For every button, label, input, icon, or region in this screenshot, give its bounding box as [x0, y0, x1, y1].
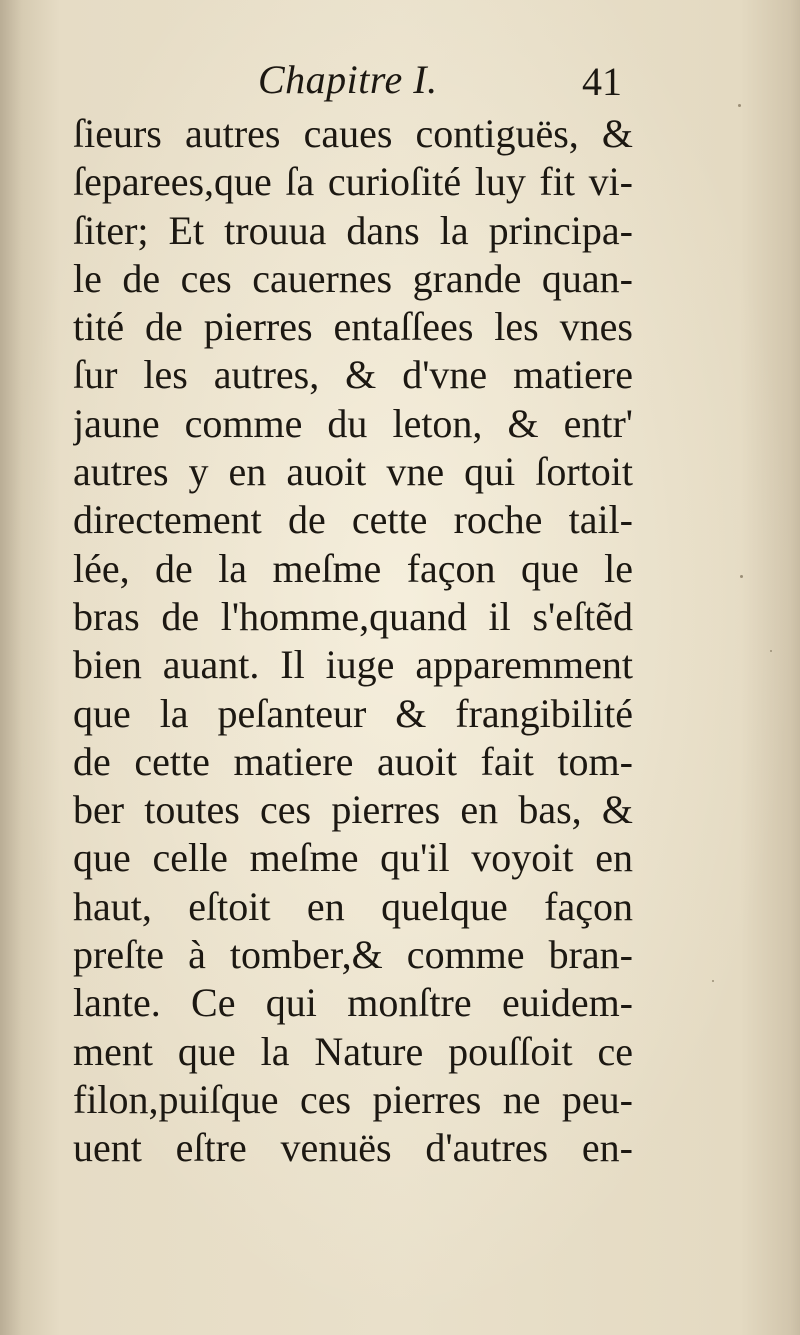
paper-speck	[740, 575, 743, 578]
paper-speck	[712, 980, 714, 982]
text-line: lante. Ce qui monſtre euidem-	[73, 980, 633, 1026]
text-line: bien auant. Il iuge apparemment	[73, 642, 633, 688]
text-line: preſte à tomber,& comme bran-	[73, 932, 633, 978]
text-line: ber toutes ces pierres en bas, &	[73, 787, 633, 833]
text-line: autres y en auoit vne qui ſortoit	[73, 449, 633, 495]
paper-speck	[738, 104, 741, 107]
running-head: Chapitre I.	[258, 57, 438, 102]
text-line: tité de pierres entaſſees les vnes	[73, 304, 633, 350]
text-line: ment que la Nature pouſſoit ce	[73, 1028, 633, 1074]
page-number: 41	[582, 59, 622, 104]
text-line: lée, de la meſme façon que le	[73, 545, 633, 591]
text-line: que celle meſme qu'il voyoit en	[73, 835, 633, 881]
text-line: ſiter; Et trouua dans la principa-	[73, 207, 633, 253]
text-line: le de ces cauernes grande quan-	[73, 255, 633, 301]
text-line: de cette matiere auoit fait tom-	[73, 738, 633, 784]
body-text	[73, 110, 633, 1173]
text-line: uent eſtre venuës d'autres en-	[73, 1125, 633, 1171]
text-line: filon,puiſque ces pierres ne peu-	[73, 1076, 633, 1122]
text-line: directement de cette roche tail-	[73, 497, 633, 543]
text-line: bras de l'homme,quand il s'eſtẽd	[73, 593, 633, 639]
paper-speck	[770, 650, 772, 652]
text-line: ſieurs autres caues contiguës, &	[73, 111, 633, 156]
text-line: que la peſanteur & frangibilité	[73, 690, 633, 736]
text-line: ſeparees,que ſa curioſité luy fit vi-	[73, 159, 633, 205]
text-line: jaune comme du leton, & entr'	[73, 400, 633, 446]
text-line: ſur les autres, & d'vne matiere	[73, 352, 633, 398]
text-line: haut, eſtoit en quelque façon	[73, 883, 633, 929]
